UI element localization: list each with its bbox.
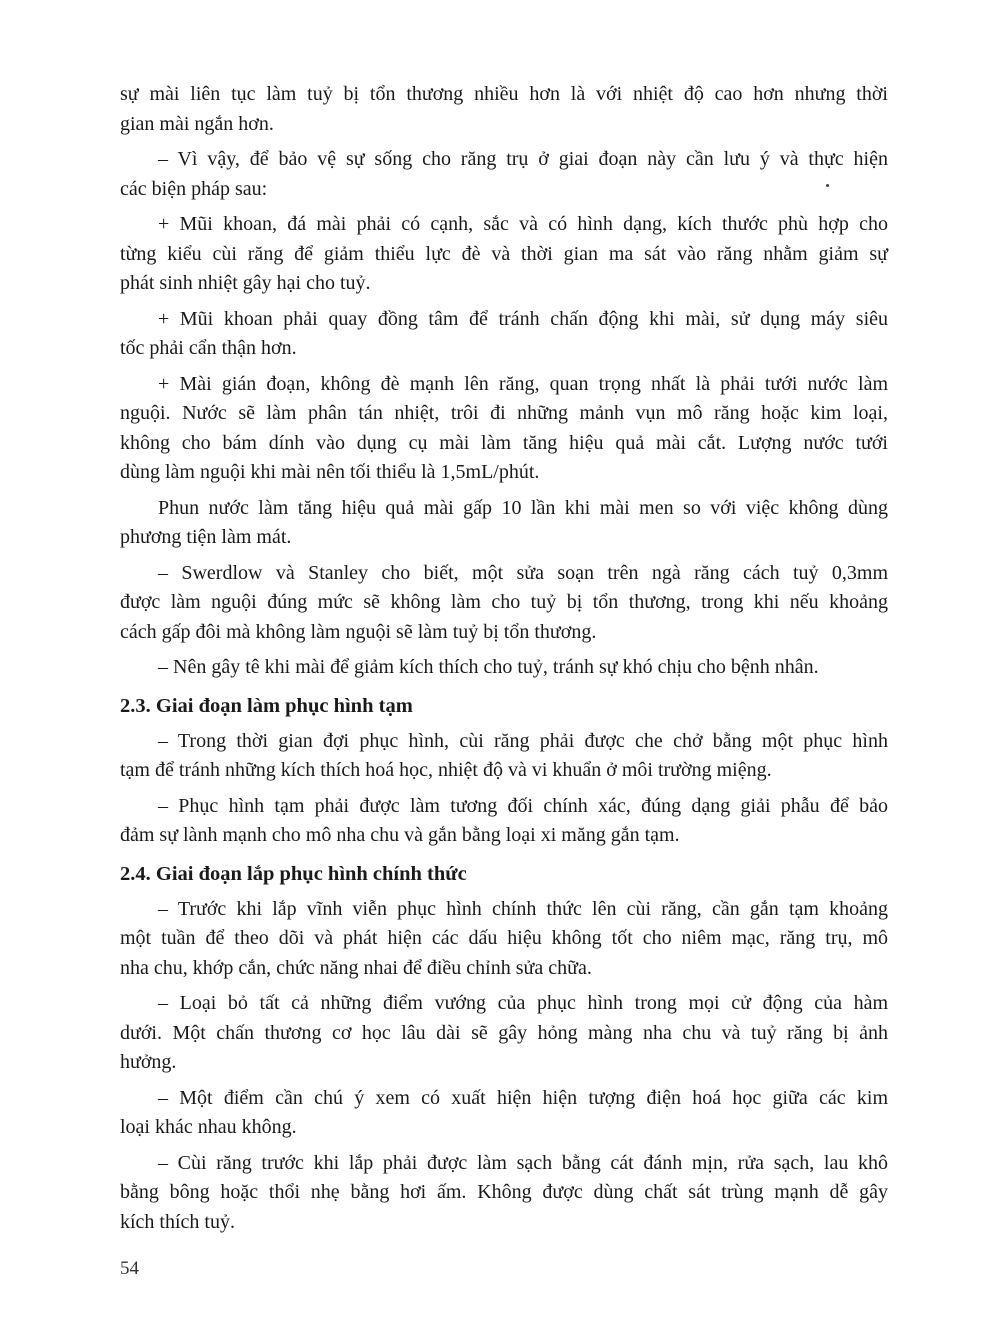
section-body-2-4: [120, 895, 888, 1238]
paragraph: [120, 1084, 888, 1143]
text-line: sự mài liên tục làm tuỷ bị tổn thương nhiều hơn là với nhiệt độ cao hơn nhưng thời: [120, 83, 888, 105]
heading-2-4: 2.4. Giai đoạn lắp phục hình chính thức: [120, 862, 467, 885]
paragraph: [120, 494, 888, 553]
text-line: đảm sự lành mạnh cho mô nha chu và gắn bằng loại xi măng gắn tạm.: [120, 824, 680, 846]
speck-mark: [826, 184, 829, 187]
text-line: + Mũi khoan phải quay đồng tâm để tránh chấn động khi mài, sử dụng máy siêu: [158, 307, 888, 330]
text-line: – Loại bỏ tất cả những điểm vướng của phục hình trong mọi cử động của hàm: [158, 992, 888, 1014]
paragraph: [120, 559, 888, 648]
text-line: phương tiện làm mát.: [120, 526, 292, 548]
paragraph: [120, 792, 888, 851]
section-body-2-3: [120, 727, 888, 851]
paragraph: [120, 305, 888, 364]
text-line: từng kiểu cùi răng để giảm thiểu lực đè và thời gian ma sát vào răng nhằm giảm sự: [120, 242, 888, 265]
paragraph: [120, 210, 888, 299]
section-body-1: [120, 80, 888, 683]
text-line: dưới. Một chấn thương cơ học lâu dài sẽ gây hỏng màng nha chu và tuỷ răng bị ảnh: [120, 1021, 888, 1044]
text-line: dùng làm nguội khi mài nên tối thiểu là 1,5mL/phút.: [120, 461, 540, 483]
text-line: phát sinh nhiệt gây hại cho tuỷ.: [120, 272, 371, 294]
text-line: – Vì vậy, để bảo vệ sự sống cho răng trụ ở giai đoạn này cần lưu ý và thực hiện: [158, 148, 888, 170]
text-line: được làm nguội đúng mức sẽ không làm cho tuỷ bị tổn thương, trong khi nếu khoảng: [120, 591, 888, 613]
paragraph: [120, 370, 888, 488]
text-line: tạm để tránh những kích thích hoá học, nhiệt độ và vi khuẩn ở môi trường miệng.: [120, 759, 772, 781]
text-line: – Trước khi lắp vĩnh viễn phục hình chính thức lên cùi răng, cần gắn tạm khoảng: [158, 897, 888, 920]
text-line: nguội. Nước sẽ làm phân tán nhiệt, trôi đi những mảnh vụn mô răng hoặc kim loại,: [120, 402, 888, 424]
paragraph: [120, 989, 888, 1078]
heading-2-3: 2.3. Giai đoạn làm phục hình tạm: [120, 694, 413, 717]
text-line: không cho bám dính vào dụng cụ mài làm tăng hiệu quả mài cắt. Lượng nước tưới: [120, 431, 888, 454]
paragraph: [120, 1149, 888, 1238]
text-line: + Mài gián đoạn, không đè mạnh lên răng, quan trọng nhất là phải tưới nước làm: [158, 372, 888, 395]
paragraph: [120, 145, 888, 204]
text-line: – Trong thời gian đợi phục hình, cùi răng phải được che chở bằng một phục hình: [158, 729, 888, 752]
paragraph: [120, 653, 888, 683]
paragraph: [120, 80, 888, 139]
text-line: Phun nước làm tăng hiệu quả mài gấp 10 lần khi mài men so với việc không dùng: [158, 496, 888, 519]
text-line: – Một điểm cần chú ý xem có xuất hiện hiện tượng điện hoá học giữa các kim: [158, 1086, 888, 1109]
paragraph: [120, 895, 888, 984]
text-line: – Cùi răng trước khi lắp phải được làm sạch bằng cát đánh mịn, rửa sạch, lau khô: [158, 1151, 888, 1174]
text-line: loại khác nhau không.: [120, 1116, 297, 1138]
text-line: một tuần để theo dõi và phát hiện các dấu hiệu không tốt cho niêm mạc, răng trụ, mô: [120, 927, 888, 949]
text-line: cách gấp đôi mà không làm nguội sẽ làm tuỷ bị tổn thương.: [120, 620, 597, 643]
text-line: – Nên gây tê khi mài để giảm kích thích cho tuỷ, tránh sự khó chịu cho bệnh nhân.: [158, 656, 819, 678]
text-line: các biện pháp sau:: [120, 177, 268, 200]
text-line: bằng bông hoặc thổi nhẹ bằng hơi ấm. Không được dùng chất sát trùng mạnh dễ gây: [120, 1181, 888, 1203]
text-line: hưởng.: [120, 1051, 177, 1073]
text-line: nha chu, khớp cắn, chức năng nhai để điều chỉnh sửa chữa.: [120, 956, 592, 979]
text-line: – Phục hình tạm phải được làm tương đối chính xác, đúng dạng giải phẫu để bảo: [158, 794, 888, 817]
text-line: gian mài ngắn hơn.: [120, 112, 274, 135]
page-number: 54: [120, 1258, 139, 1279]
text-line: – Swerdlow và Stanley cho biết, một sửa soạn trên ngà răng cách tuỷ 0,3mm: [158, 561, 888, 584]
text-line: tốc phải cẩn thận hơn.: [120, 337, 297, 359]
text-line: + Mũi khoan, đá mài phải có cạnh, sắc và có hình dạng, kích thước phù hợp cho: [158, 213, 888, 235]
text-line: kích thích tuỷ.: [120, 1210, 235, 1233]
paragraph: [120, 727, 888, 786]
